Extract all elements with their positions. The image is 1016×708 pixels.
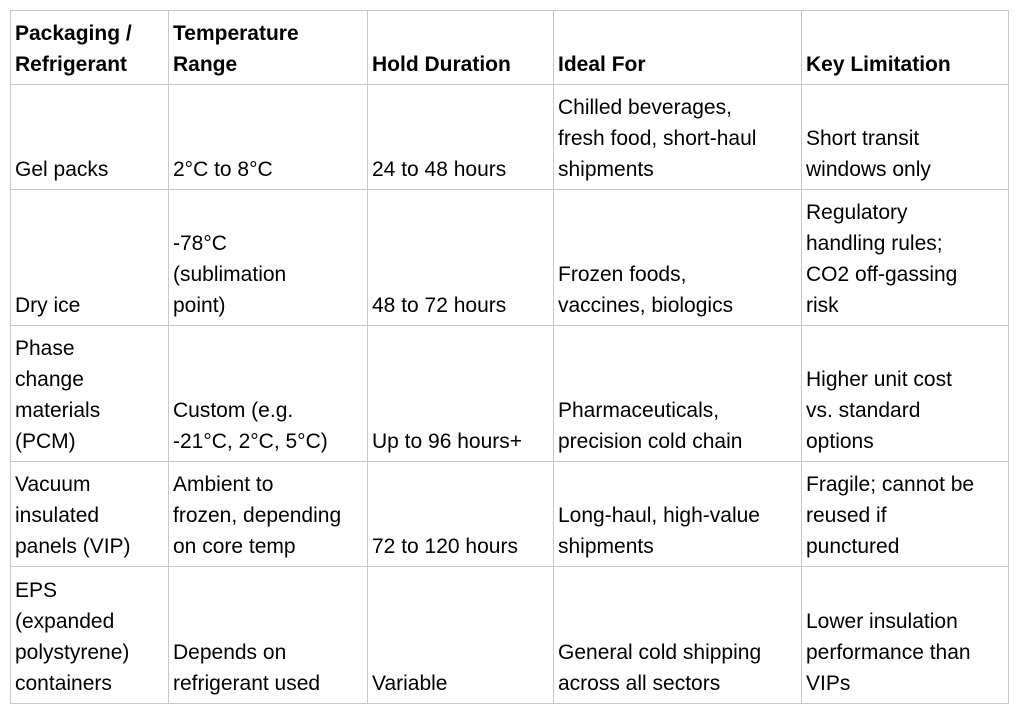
cell-hold-duration: Up to 96 hours+ (368, 326, 554, 462)
table-row (11, 326, 1009, 462)
table-header-row (11, 11, 1009, 85)
cell-hold-duration: 48 to 72 hours (368, 190, 554, 326)
header-ideal-for: Ideal For (554, 11, 802, 85)
cell-ideal-for: Frozen foods, vaccines, biologics (554, 190, 802, 326)
cell-temperature-range: -78°C (sublimation point) (169, 190, 368, 326)
cell-key-limitation: Short transit windows only (802, 85, 1009, 190)
table-row (11, 462, 1009, 567)
cell-key-limitation: Regulatory handling rules; CO2 off-gassing risk (802, 190, 1009, 326)
cell-packaging: Gel packs (11, 85, 169, 190)
cell-temperature-range: 2°C to 8°C (169, 85, 368, 190)
cell-key-limitation: Higher unit cost vs. standard options (802, 326, 1009, 462)
cell-packaging: Dry ice (11, 190, 169, 326)
cell-packaging: Vacuum insulated panels (VIP) (11, 462, 169, 567)
cell-hold-duration: 24 to 48 hours (368, 85, 554, 190)
comparison-table (10, 10, 1009, 704)
cell-key-limitation: Lower insulation performance than VIPs (802, 567, 1009, 704)
cell-ideal-for: Pharmaceuticals, precision cold chain (554, 326, 802, 462)
cell-temperature-range: Ambient to frozen, depending on core temp (169, 462, 368, 567)
cell-hold-duration: 72 to 120 hours (368, 462, 554, 567)
cell-temperature-range: Depends on refrigerant used (169, 567, 368, 704)
cell-ideal-for: Chilled beverages, fresh food, short-haul shipments (554, 85, 802, 190)
table-row (11, 567, 1009, 704)
cell-hold-duration: Variable (368, 567, 554, 704)
header-key-limitation: Key Limitation (802, 11, 1009, 85)
cell-ideal-for: General cold shipping across all sectors (554, 567, 802, 704)
header-packaging: Packaging / Refrigerant (11, 11, 169, 85)
table-row (11, 85, 1009, 190)
header-temperature-range: Temperature Range (169, 11, 368, 85)
table-row (11, 190, 1009, 326)
cell-packaging: Phase change materials (PCM) (11, 326, 169, 462)
header-hold-duration: Hold Duration (368, 11, 554, 85)
cell-packaging: EPS (expanded polystyrene) containers (11, 567, 169, 704)
cell-ideal-for: Long-haul, high-value shipments (554, 462, 802, 567)
cell-temperature-range: Custom (e.g. -21°C, 2°C, 5°C) (169, 326, 368, 462)
cell-key-limitation: Fragile; cannot be reused if punctured (802, 462, 1009, 567)
